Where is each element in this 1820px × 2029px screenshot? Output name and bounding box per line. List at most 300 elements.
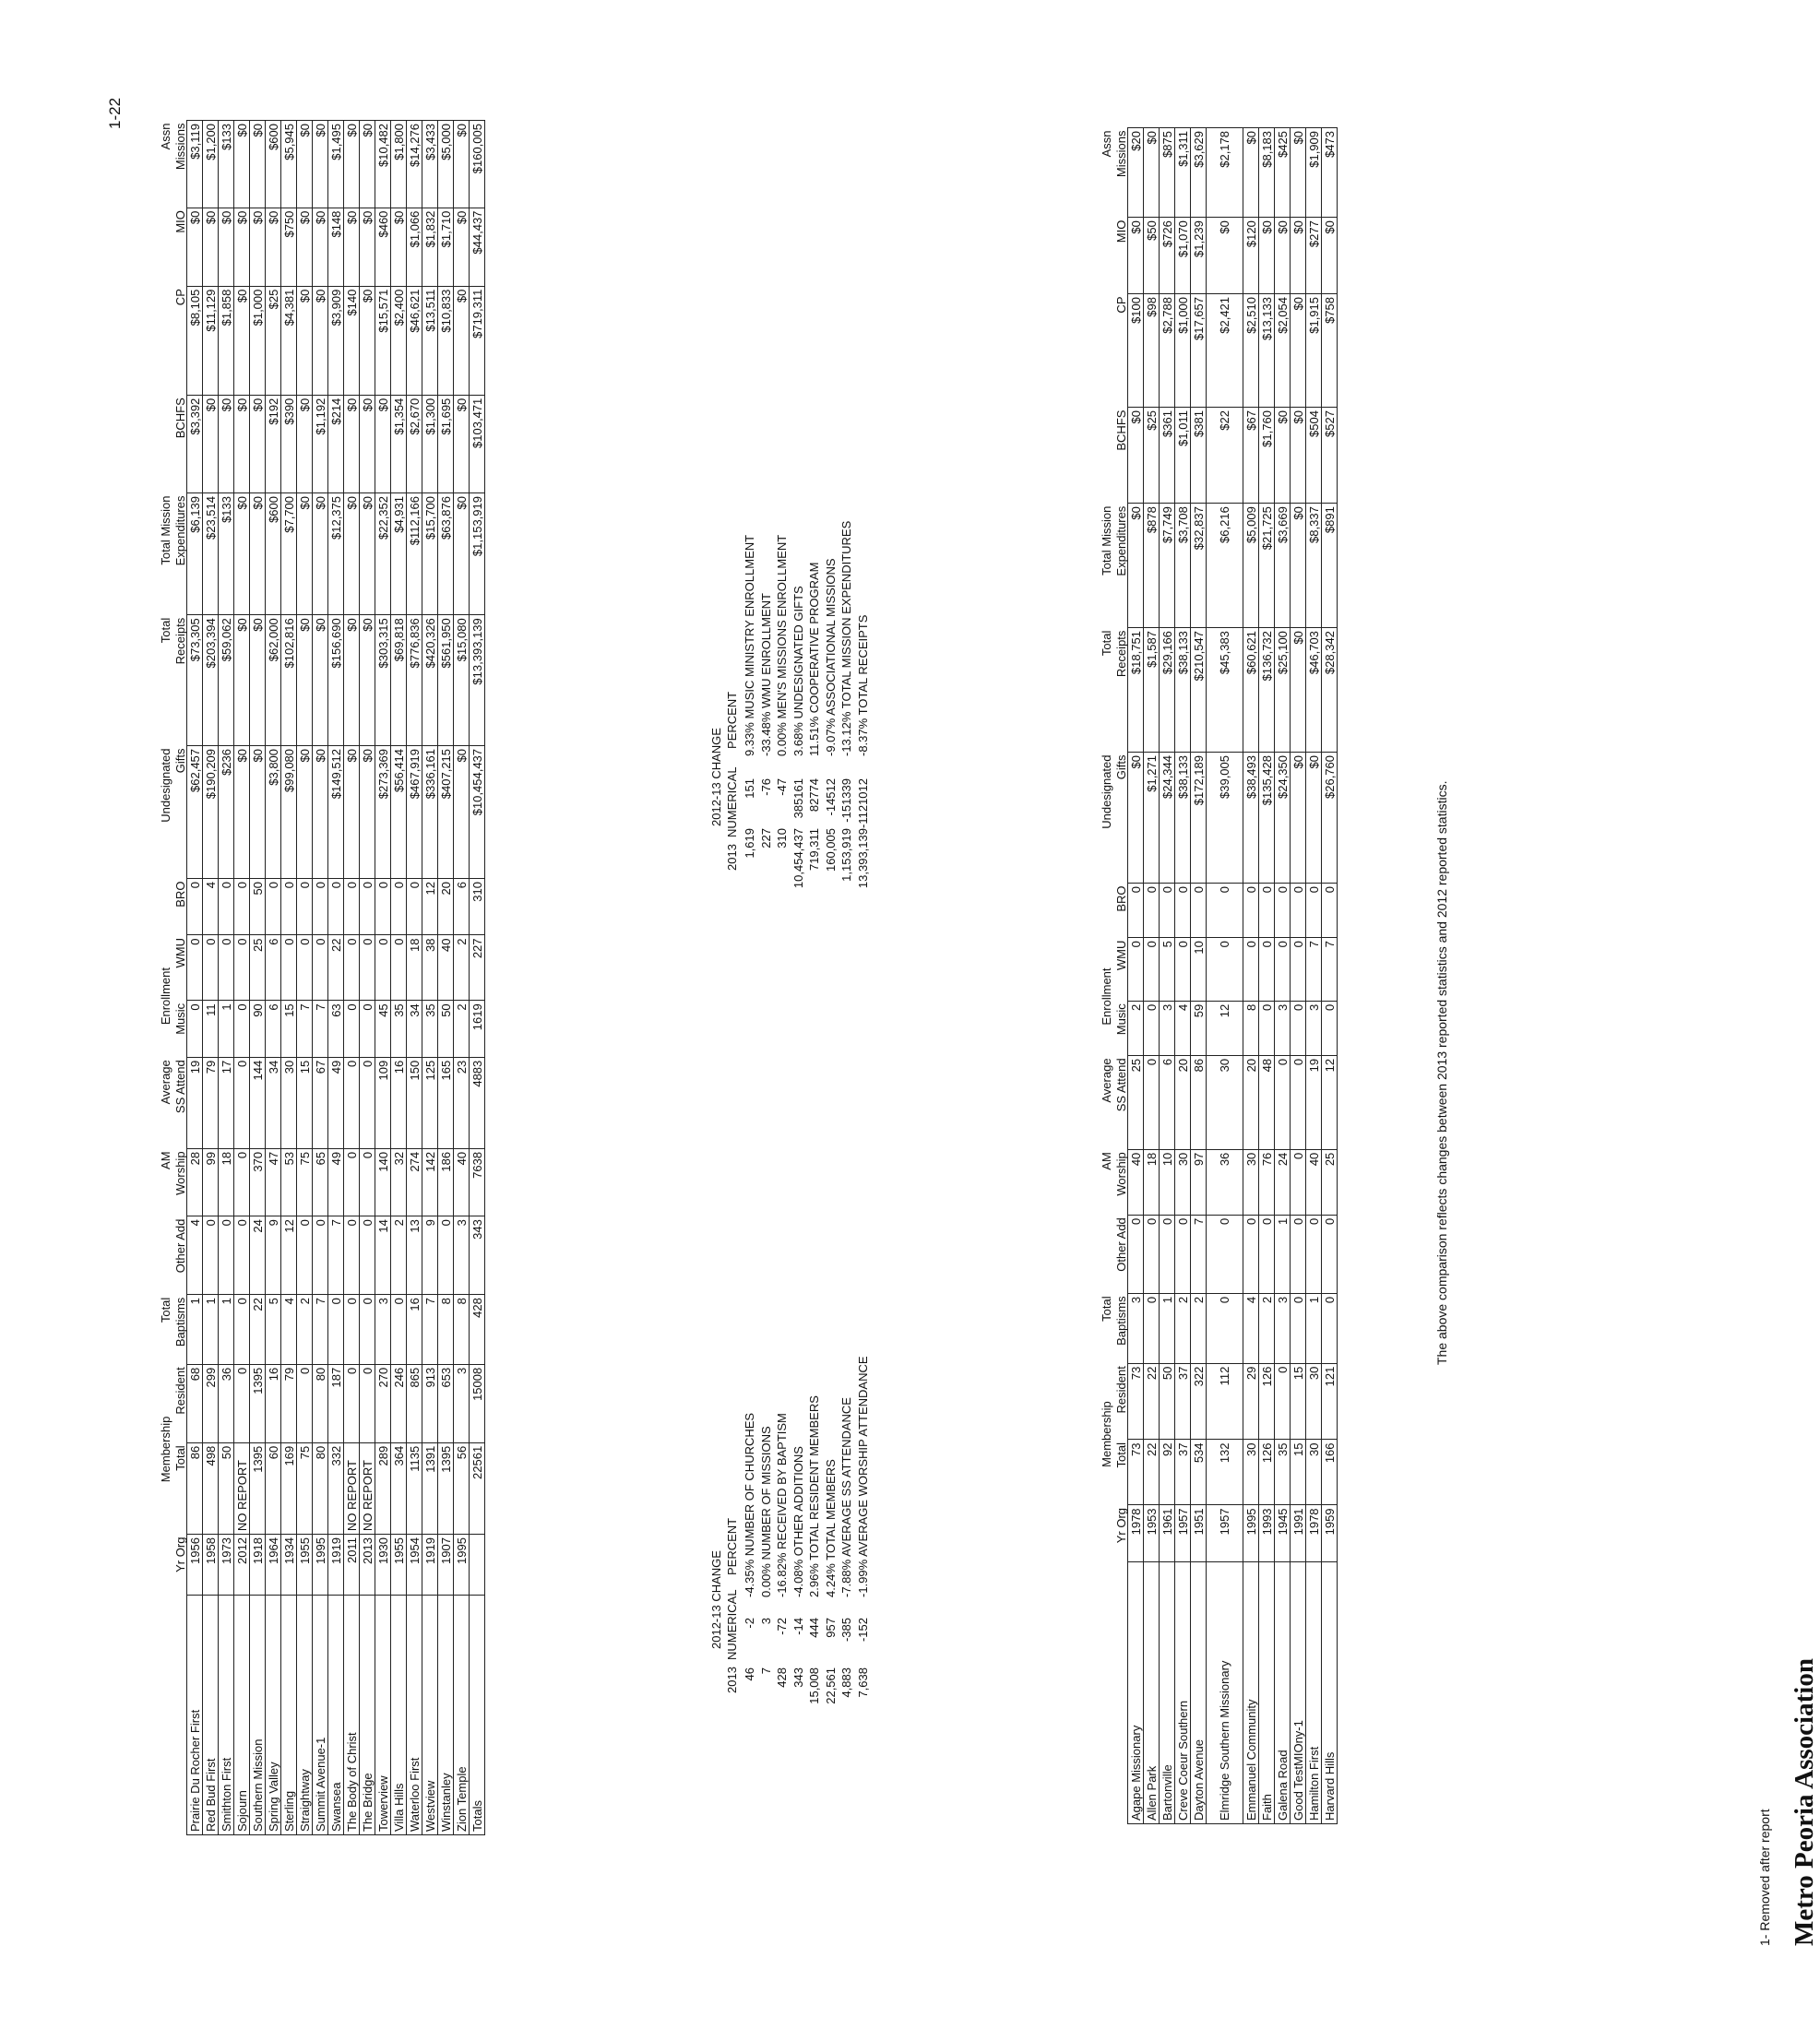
baptisms-cell: 0 [360,1295,375,1365]
worship-cell: 0 [234,1148,250,1216]
resident-cell: 30 [1306,1363,1322,1440]
cp-cell: $0 [360,286,375,395]
baptisms-cell: 1 [1160,1293,1175,1363]
expend-cell: $0 [234,493,250,615]
comparison-2013-value: 46 [743,1667,756,1681]
church-name-cell: Hamilton First [1306,1562,1322,1824]
expend-cell: $0 [360,493,375,615]
resident-cell: 0 [1275,1363,1291,1440]
comparison-percent-label: 11.51% COOPERATIVE PROGRAM [807,562,821,756]
comparison-2013-value: 15,008 [807,1667,821,1704]
comparison-header-2013-right: 2013 [725,844,739,871]
header-ss-attend: SS Attend [173,1060,187,1114]
ss-cell: 0 [344,1057,360,1148]
bchfs-cell: $0 [454,395,470,492]
table-row [470,121,485,1835]
yr-org-cell: 2012 [234,1535,250,1596]
ss-cell: 16 [391,1057,407,1148]
baptisms-cell: 0 [1291,1293,1306,1363]
cp-cell: $1,000 [250,286,266,395]
yr-cell: 1945 [1275,1505,1291,1562]
worship-cell: 274 [407,1148,422,1216]
bro-cell: 0 [1191,884,1207,938]
table-row [344,121,360,1835]
wmu-cell: 0 [1175,938,1191,1002]
worship-cell: 24 [1275,1149,1291,1215]
other-add-cell: 343 [470,1216,485,1295]
assn-cell: $0 [344,121,360,208]
wmu-cell: 227 [470,935,485,1001]
header-expenditures: Expenditures [173,495,187,566]
comparison-numerical-value: 957 [823,1618,838,1638]
header-ss-attend-2: SS Attend [1114,1058,1128,1112]
assn-cell: $0 [1243,128,1259,218]
music-cell: 45 [375,1001,391,1057]
bro-cell: 0 [187,879,203,935]
metro-peoria-table [1098,127,1338,1824]
total-cell: 37 [1175,1440,1191,1505]
table-row [1144,128,1160,1824]
comparison-header-numerical-right: NUMERICAL [725,766,739,837]
mio-cell: $277 [1306,218,1322,294]
other-add-cell: 0 [203,1216,219,1295]
receipts-cell: $136,732 [1259,628,1275,753]
resident-cell: 16 [266,1364,281,1442]
yr-cell: 1951 [1191,1505,1207,1562]
worship-cell: 10 [1160,1149,1175,1215]
wmu-cell: 0 [1275,938,1291,1002]
music-cell: 1 [219,1001,234,1057]
header-total-2: Total [1114,1442,1128,1468]
wmu-cell: 2 [454,935,470,1001]
table-row [250,121,266,1835]
bchfs-cell: $1,354 [391,395,407,492]
baptisms-cell: 0 [328,1295,344,1365]
worship-cell: 40 [1128,1149,1144,1215]
header-mio: MIO [173,210,187,233]
ss-cell: 86 [1191,1055,1207,1149]
worship-cell: 142 [422,1148,438,1216]
expend-cell: $0 [454,493,470,615]
baptisms-cell: 22 [250,1295,266,1365]
table-row [328,121,344,1835]
mio-cell: $460 [375,208,391,286]
resident-cell: 73 [1128,1363,1144,1440]
expend-cell: $4,931 [391,493,407,615]
yr-cell: 1993 [1259,1505,1275,1562]
wmu-cell: 5 [1160,938,1175,1002]
music-cell: 0 [1259,1001,1275,1055]
comparison-header-percent-left: PERCENT [725,1517,739,1575]
receipts-cell: $0 [1291,628,1306,753]
other-add-cell: 4 [187,1216,203,1295]
bchfs-cell: $381 [1191,408,1207,504]
music-cell: 1619 [470,1001,485,1057]
gifts-cell: $0 [234,745,250,878]
baptisms-cell: 7 [313,1295,328,1365]
bchfs-cell: $25 [1144,408,1160,504]
expend-cell: $12,375 [328,493,344,615]
receipts-cell: $28,342 [1322,628,1338,753]
comparison-percent-label: 0.00% MEN'S MISSIONS ENROLLMENT [775,534,789,756]
comparison-percent-label: -1.99% AVERAGE WORSHIP ATTENDANCE [855,1356,870,1597]
church-name-cell: Smithton First [219,1596,234,1835]
gifts-cell: $0 [1291,753,1306,884]
table-row [391,121,407,1835]
header-resident-2: Resident [1114,1366,1128,1414]
yr-cell: 1955 [297,1535,313,1596]
header-gifts-2: Gifts [1114,754,1128,780]
baptisms-cell: 7 [422,1295,438,1365]
yr-cell: 1973 [219,1535,234,1596]
music-cell: 63 [328,1001,344,1057]
comparison-numerical-value: -385 [839,1618,853,1643]
total-cell: 132 [1207,1440,1243,1505]
table-row [1322,128,1338,1824]
wmu-cell: 0 [344,935,360,1001]
resident-cell: 3 [454,1364,470,1442]
resident-cell: 36 [219,1364,234,1442]
mio-cell: $0 [187,208,203,286]
bro-cell: 0 [266,879,281,935]
table-row [360,121,375,1835]
yr-cell: 1961 [1160,1505,1175,1562]
baptisms-cell: 1 [1306,1293,1322,1363]
receipts-cell: $156,690 [328,615,344,746]
music-cell: 2 [1128,1001,1144,1055]
gifts-cell: $135,428 [1259,753,1275,884]
other-add-cell: 12 [281,1216,297,1295]
total-cell: 92 [1160,1440,1175,1505]
other-add-cell: 1 [1275,1215,1291,1293]
bchfs-cell: $192 [266,395,281,492]
mio-cell: $0 [250,208,266,286]
header-name-2 [1112,1562,1128,1824]
ss-cell: 19 [1306,1055,1322,1149]
cp-cell: $2,788 [1160,294,1175,408]
mio-cell: $0 [344,208,360,286]
music-cell: 6 [266,1001,281,1057]
worship-cell: 97 [1191,1149,1207,1215]
worship-cell: 53 [281,1148,297,1216]
yr-cell: 1934 [281,1535,297,1596]
receipts-cell: $0 [360,615,375,746]
worship-cell: 32 [391,1148,407,1216]
church-name-cell: The Body of Christ [344,1596,360,1835]
header-average-2: Average [1100,1058,1113,1103]
bchfs-cell: $2,670 [407,395,422,492]
bchfs-cell: $0 [344,395,360,492]
worship-cell: 370 [250,1148,266,1216]
table-row [1175,128,1191,1824]
assn-cell: $0 [297,121,313,208]
receipts-cell: $561,950 [438,615,454,746]
cp-cell: $2,400 [391,286,407,395]
baptisms-cell: 2 [297,1295,313,1365]
mio-cell: $120 [1243,218,1259,294]
wmu-cell: 0 [1291,938,1306,1002]
header-expenditures-2: Expenditures [1114,505,1128,576]
cp-cell: $3,909 [328,286,344,395]
expend-cell: $32,837 [1191,504,1207,628]
assn-cell: $600 [266,121,281,208]
gifts-cell: $0 [250,745,266,878]
gifts-cell: $38,133 [1175,753,1191,884]
wmu-cell: 0 [1144,938,1160,1002]
resident-cell: 112 [1207,1363,1243,1440]
church-name-cell: Creve Coeur Southern [1175,1562,1191,1824]
expend-cell: $0 [1128,504,1144,628]
ss-cell: 0 [360,1057,375,1148]
table-row [203,121,219,1835]
receipts-cell: $0 [344,615,360,746]
ss-cell: 109 [375,1057,391,1148]
other-add-cell: 9 [266,1216,281,1295]
yr-cell: 1978 [1128,1505,1144,1562]
cp-cell: $17,657 [1191,294,1207,408]
gifts-cell: $10,454,437 [470,745,485,878]
baptisms-cell: 428 [470,1295,485,1365]
assn-cell: $3,629 [1191,128,1207,218]
receipts-cell: $0 [250,615,266,746]
bchfs-cell: $1,192 [313,395,328,492]
receipts-cell: $0 [313,615,328,746]
assn-cell: $0 [454,121,470,208]
bro-cell: 0 [1306,884,1322,938]
wmu-cell: 0 [1243,938,1259,1002]
cp-cell: $8,105 [187,286,203,395]
resident-cell: 1395 [250,1364,266,1442]
table-row [313,121,328,1835]
baptisms-cell: 1 [203,1295,219,1365]
cp-cell: $1,000 [1175,294,1191,408]
cp-cell: $13,511 [422,286,438,395]
ss-cell: 17 [219,1057,234,1148]
gifts-cell: $273,369 [375,745,391,878]
header-worship: Worship [173,1151,187,1195]
wmu-cell: 0 [1207,938,1243,1002]
bchfs-cell: $0 [1291,408,1306,504]
comparison-numerical-value: 444 [807,1618,821,1638]
bro-cell: 0 [391,879,407,935]
ss-cell: 25 [1128,1055,1144,1149]
assn-cell: $1,800 [391,121,407,208]
mio-cell: $1,832 [422,208,438,286]
bro-cell: 0 [297,879,313,935]
worship-cell: 30 [1243,1149,1259,1215]
wmu-cell: 0 [375,935,391,1001]
comparison-percent-label: -13.12% TOTAL MISSION EXPENDITURES [839,520,853,756]
wmu-cell: 0 [281,935,297,1001]
assn-cell: $8,183 [1259,128,1275,218]
assn-cell: $1,495 [328,121,344,208]
assn-cell: $0 [1144,128,1160,218]
other-add-cell: 0 [438,1216,454,1295]
header-total-group: Total [159,1297,172,1323]
bro-cell: 0 [344,879,360,935]
header-assn-2: Assn [1100,130,1113,158]
wmu-cell: 10 [1191,938,1207,1002]
worship-cell: 36 [1207,1149,1243,1215]
header-yr-org-2: Yr Org [1114,1507,1128,1544]
comparison-percent-label: -7.88% AVERAGE SS ATTENDANCE [839,1397,853,1597]
header-bchfs-2: BCHFS [1114,409,1128,451]
gifts-cell: $336,161 [422,745,438,878]
comparison-numerical-value: 3 [758,1618,773,1625]
yr-cell: 1919 [422,1535,438,1596]
other-add-cell: 0 [1259,1215,1275,1293]
comparison-2013-value: 22,561 [823,1667,838,1704]
gifts-cell: $0 [454,745,470,878]
church-name-cell: Good TestMIOny-1 [1291,1562,1306,1824]
bchfs-cell: $1,760 [1259,408,1275,504]
comparison-note: The above comparison reflects changes between 2013 reported statistics and 2012 reported statistics. [1434,780,1449,1365]
church-name-cell: Bartonville [1160,1562,1175,1824]
other-add-cell: 0 [1207,1215,1243,1293]
header-membership: Membership [159,1416,172,1483]
cp-cell: $100 [1128,294,1144,408]
expend-cell: $0 [344,493,360,615]
header-total-mission-2: Total Mission [1100,505,1113,575]
gifts-cell: $24,350 [1275,753,1291,884]
bro-cell: 50 [250,879,266,935]
wmu-cell: 0 [1259,938,1275,1002]
wmu-cell: 0 [391,935,407,1001]
ss-cell: 48 [1259,1055,1275,1149]
total-cell: 73 [1128,1440,1144,1505]
association-stats-table [157,120,485,1835]
expend-cell: $21,725 [1259,504,1275,628]
other-add-cell: 0 [1175,1215,1191,1293]
expend-cell: $15,700 [422,493,438,615]
bro-cell: 20 [438,879,454,935]
ss-cell: 30 [1207,1055,1243,1149]
bro-cell: 0 [407,879,422,935]
resident-cell: 80 [313,1364,328,1442]
receipts-cell: $38,133 [1175,628,1191,753]
receipts-cell: $18,751 [1128,628,1144,753]
worship-cell: 25 [1322,1149,1338,1215]
church-name-cell: Emmanuel Community [1243,1562,1259,1824]
music-cell: 35 [422,1001,438,1057]
yr-cell: 1957 [1175,1505,1191,1562]
church-name-cell: Agape Missionary [1128,1562,1144,1824]
assn-cell: $3,119 [187,121,203,208]
other-add-cell: 0 [313,1216,328,1295]
mio-cell: $0 [234,208,250,286]
church-name-cell: Red Bud First [203,1596,219,1835]
expend-cell: $0 [313,493,328,615]
header-am: AM [159,1151,172,1169]
ss-cell: 125 [422,1057,438,1148]
wmu-cell: 38 [422,935,438,1001]
cp-cell: $2,054 [1275,294,1291,408]
worship-cell: 76 [1259,1149,1275,1215]
table-row [187,121,203,1835]
ss-cell: 0 [1144,1055,1160,1149]
header-cp-2: CP [1114,296,1128,314]
table-row [1191,128,1207,1824]
other-add-cell: 7 [1191,1215,1207,1293]
church-name-cell: Villa Hills [391,1596,407,1835]
header-music: Music [173,1003,187,1035]
table-row [1160,128,1175,1824]
expend-cell: $3,708 [1175,504,1191,628]
expend-cell: $891 [1322,504,1338,628]
total-cell: 126 [1259,1440,1275,1505]
table-row [297,121,313,1835]
cp-cell: $758 [1322,294,1338,408]
cp-cell: $1,915 [1306,294,1322,408]
bro-cell: 0 [1207,884,1243,938]
assn-cell: $160,005 [470,121,485,208]
gifts-cell: $0 [313,745,328,878]
resident-cell: 187 [328,1364,344,1442]
table-row [422,121,438,1835]
bchfs-cell: $0 [297,395,313,492]
comparison-percent-label: -9.07% ASSOCIATIONAL MISSIONS [823,558,838,756]
cp-cell: $0 [454,286,470,395]
assn-cell: $5,945 [281,121,297,208]
mio-cell: $0 [1291,218,1306,294]
expend-cell: $0 [250,493,266,615]
bchfs-cell: $103,471 [470,395,485,492]
mio-cell: $0 [1207,218,1243,294]
no-report-cell: NO REPORT [234,1442,250,1534]
ss-cell: 79 [203,1057,219,1148]
yr-cell: 1995 [1243,1505,1259,1562]
bchfs-cell: $0 [1128,408,1144,504]
comparison-2013-value: 1,619 [743,828,756,859]
receipts-cell: $29,166 [1160,628,1175,753]
worship-cell: 40 [454,1148,470,1216]
total-cell: 1135 [407,1442,422,1534]
comparison-2013-value: 7,638 [855,1667,870,1698]
header-total-mission: Total Mission [159,495,172,565]
comparison-2013-value: 160,005 [823,828,838,872]
total-cell: 1395 [438,1442,454,1534]
other-add-cell: 0 [219,1216,234,1295]
bro-cell: 0 [313,879,328,935]
ss-cell: 0 [1291,1055,1306,1149]
other-add-cell: 7 [328,1216,344,1295]
assn-cell: $3,433 [422,121,438,208]
cp-cell: $140 [344,286,360,395]
bro-cell: 0 [1160,884,1175,938]
table-row [1275,128,1291,1824]
header-total-receipts-group: Total [159,617,172,644]
church-name-cell: Sterling [281,1596,297,1835]
table-row [1259,128,1275,1824]
worship-cell: 65 [313,1148,328,1216]
yr-cell: 1959 [1322,1505,1338,1562]
church-name-cell: Galena Road [1275,1562,1291,1824]
comparison-header-2013-left: 2013 [725,1667,739,1693]
gifts-cell: $24,344 [1160,753,1175,884]
music-cell: 0 [234,1001,250,1057]
cp-cell: $0 [234,286,250,395]
church-name-cell: Harvard Hills [1322,1562,1338,1824]
comparison-percent-label: 2.96% TOTAL RESIDENT MEMBERS [807,1395,821,1597]
music-cell: 3 [1160,1001,1175,1055]
receipts-cell: $15,080 [454,615,470,746]
bro-cell: 0 [281,879,297,935]
church-name-cell: Faith [1259,1562,1275,1824]
total-cell: 166 [1322,1440,1338,1505]
header-missions: Missions [173,123,187,171]
bchfs-cell: $0 [219,395,234,492]
total-cell: 22561 [470,1442,485,1534]
